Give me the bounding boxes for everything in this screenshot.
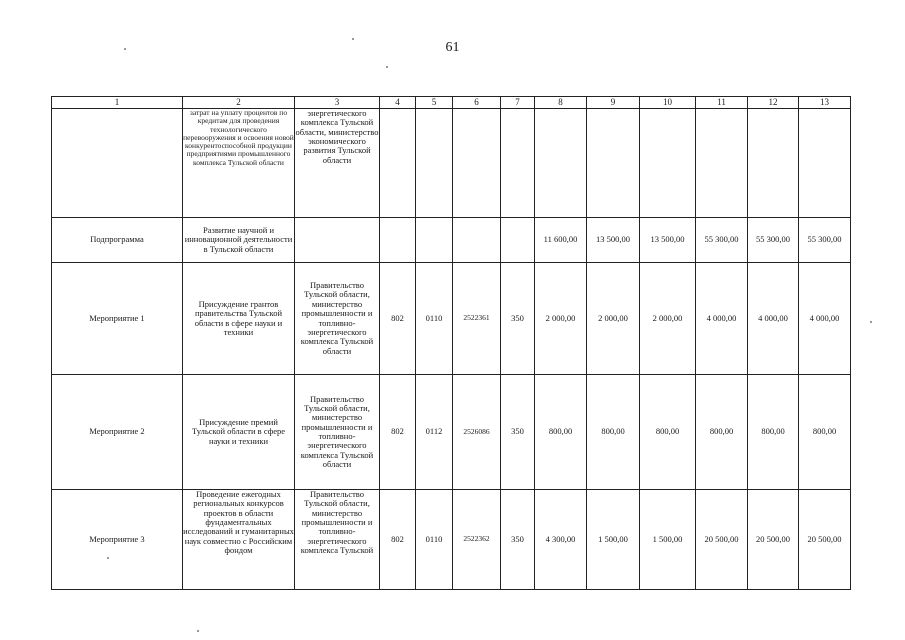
row-label: Мероприятие 2 (52, 375, 183, 490)
scan-speck (870, 321, 872, 323)
header-row (52, 97, 851, 109)
code-cell (380, 218, 416, 263)
value-cell: 1 500,00 (587, 490, 640, 590)
value-cell (587, 109, 640, 218)
header-cell: 1 (52, 97, 183, 109)
code-cell: 802 (380, 490, 416, 590)
description-cell: затрат на уплату процентов по кредитам для проведения технологического перевооружения и освоения новой конкурентоспособной продукции предприятиями промышленного комплекса Тульской области (183, 109, 295, 218)
executor-cell: энергетического комплекса Тульской области, министерство экономического развития Тульской области (295, 109, 380, 218)
row-label: Подпрограмма (52, 218, 183, 263)
header-cell: 8 (535, 97, 587, 109)
header-cell: 3 (295, 97, 380, 109)
value-cell (799, 109, 851, 218)
table-row (52, 218, 851, 263)
code-cell: 0112 (416, 375, 453, 490)
row-label: Мероприятие 3 (52, 490, 183, 590)
table-row (52, 375, 851, 490)
scan-speck (352, 38, 354, 40)
header-cell: 7 (501, 97, 535, 109)
value-cell: 800,00 (799, 375, 851, 490)
value-cell (640, 109, 696, 218)
value-cell: 13 500,00 (587, 218, 640, 263)
code-cell (380, 109, 416, 218)
code-cell (416, 218, 453, 263)
value-cell (535, 109, 587, 218)
code-cell: 350 (501, 263, 535, 375)
value-cell (748, 109, 799, 218)
value-cell: 11 600,00 (535, 218, 587, 263)
page-number: 61 (445, 40, 460, 55)
code-cell: 350 (501, 490, 535, 590)
value-cell: 800,00 (696, 375, 748, 490)
code-cell: 350 (501, 375, 535, 490)
row-label: Мероприятие 1 (52, 263, 183, 375)
header-cell: 10 (640, 97, 696, 109)
description-cell: Присуждение премий Тульской области в сфере науки и техники (183, 375, 295, 490)
header-cell: 4 (380, 97, 416, 109)
table-row (52, 109, 851, 218)
header-cell: 5 (416, 97, 453, 109)
description-cell: Проведение ежегодных региональных конкурсов проектов в области фундаментальных исследований и гуманитарных наук совместно с Российским фондом (183, 490, 295, 590)
value-cell: 55 300,00 (696, 218, 748, 263)
value-cell: 2 000,00 (587, 263, 640, 375)
code-cell (453, 218, 501, 263)
executor-cell: Правительство Тульской области, министерство промышленности и топливно-энергетического комплекса Тульской области (295, 375, 380, 490)
header-cell: 12 (748, 97, 799, 109)
scan-speck (197, 630, 199, 632)
header-cell: 9 (587, 97, 640, 109)
value-cell: 20 500,00 (799, 490, 851, 590)
value-cell: 4 000,00 (696, 263, 748, 375)
description-cell: Присуждение грантов правительства Тульской области в сфере науки и техники (183, 263, 295, 375)
description-cell: Развитие научной и инновационной деятельности в Тульской области (183, 218, 295, 263)
value-cell: 4 300,00 (535, 490, 587, 590)
value-cell: 800,00 (748, 375, 799, 490)
code-cell (501, 218, 535, 263)
code-cell (453, 109, 501, 218)
value-cell: 4 000,00 (799, 263, 851, 375)
value-cell: 55 300,00 (748, 218, 799, 263)
value-cell: 800,00 (535, 375, 587, 490)
value-cell: 2 000,00 (640, 263, 696, 375)
budget-table (51, 96, 851, 590)
header-cell: 13 (799, 97, 851, 109)
table-row (52, 490, 851, 590)
code-cell: 2522361 (453, 263, 501, 375)
scan-speck (386, 66, 388, 68)
executor-cell: Правительство Тульской области, министерство промышленности и топливно-энергетического комплекса Тульской (295, 490, 380, 590)
header-cell: 2 (183, 97, 295, 109)
code-cell: 2522362 (453, 490, 501, 590)
code-cell: 802 (380, 263, 416, 375)
code-cell: 0110 (416, 490, 453, 590)
scan-speck (107, 557, 109, 559)
code-cell (501, 109, 535, 218)
value-cell: 20 500,00 (696, 490, 748, 590)
code-cell (416, 109, 453, 218)
code-cell: 802 (380, 375, 416, 490)
scan-speck (124, 48, 126, 50)
value-cell: 13 500,00 (640, 218, 696, 263)
value-cell: 1 500,00 (640, 490, 696, 590)
table-row (52, 263, 851, 375)
value-cell: 800,00 (640, 375, 696, 490)
value-cell (696, 109, 748, 218)
value-cell: 800,00 (587, 375, 640, 490)
code-cell: 0110 (416, 263, 453, 375)
executor-cell (295, 218, 380, 263)
value-cell: 20 500,00 (748, 490, 799, 590)
value-cell: 55 300,00 (799, 218, 851, 263)
code-cell: 2526086 (453, 375, 501, 490)
value-cell: 2 000,00 (535, 263, 587, 375)
executor-cell: Правительство Тульской области, министерство промышленности и топливно-энергетического комплекса Тульской области (295, 263, 380, 375)
header-cell: 6 (453, 97, 501, 109)
value-cell: 4 000,00 (748, 263, 799, 375)
row-label (52, 109, 183, 218)
header-cell: 11 (696, 97, 748, 109)
